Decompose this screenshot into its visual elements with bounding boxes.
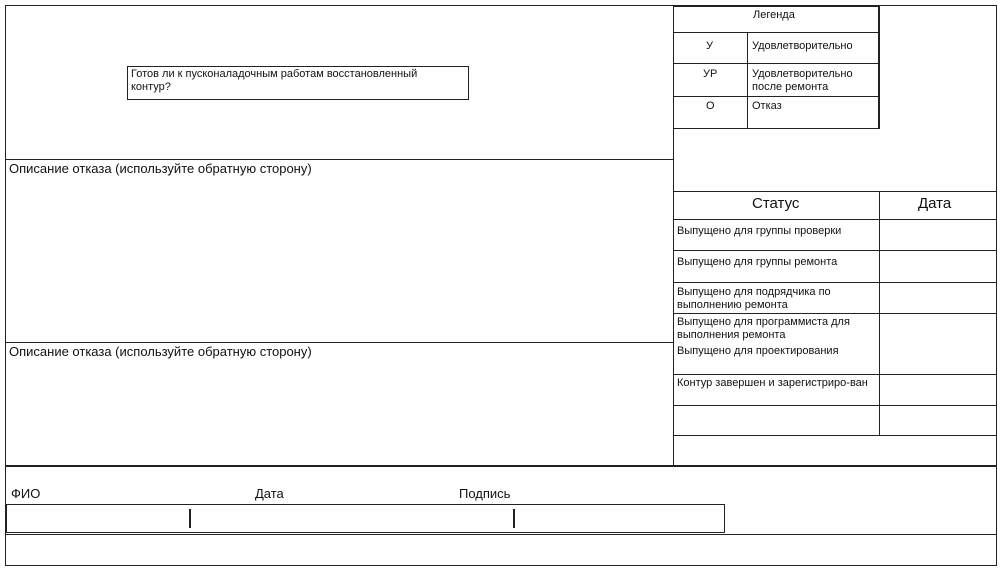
name-field-separator: [189, 509, 191, 528]
date-field-separator: [513, 509, 515, 528]
question-area-divider: [5, 159, 674, 160]
date-header: Дата: [918, 195, 952, 212]
signature-field-row[interactable]: [6, 504, 725, 533]
legend-meaning-ur: Удовлетворительно после ремонта: [752, 68, 853, 94]
legend-code-ur: УР: [703, 68, 718, 80]
signature-label: Подпись: [459, 486, 511, 501]
status-row-5: Выпущено для проектирования: [677, 345, 839, 357]
name-label: ФИО: [11, 486, 41, 501]
legend-meaning-o: Отказ: [752, 100, 782, 112]
failure-description-1: Описание отказа (используйте обратную сторону): [9, 161, 312, 176]
date-label: Дата: [255, 486, 284, 501]
ready-question-text: Готов ли к пусконаладочным работам восстановленный контур?: [131, 68, 418, 94]
failure-divider: [5, 342, 674, 343]
failure-description-2: Описание отказа (используйте обратную сторону): [9, 344, 312, 359]
status-row-1: Выпущено для группы проверки: [677, 225, 842, 237]
status-header: Статус: [752, 195, 800, 212]
ready-question-box: [127, 66, 469, 100]
status-row-3: Выпущено для подрядчика по выполнению ремонта: [677, 286, 831, 311]
legend-inner-border: [878, 6, 879, 129]
legend-code-o: О: [706, 100, 715, 112]
status-row-2: Выпущено для группы ремонта: [677, 256, 838, 268]
legend-title: Легенда: [753, 9, 795, 21]
status-row-4: Выпущено для программиста для выполнения ремонта: [677, 316, 850, 341]
status-row-6: Контур завершен и зарегистриро-ван: [677, 377, 868, 389]
legend-meaning-u: Удовлетворительно: [752, 40, 853, 52]
legend-code-u: У: [706, 40, 713, 52]
bottom-rule: [5, 534, 997, 535]
